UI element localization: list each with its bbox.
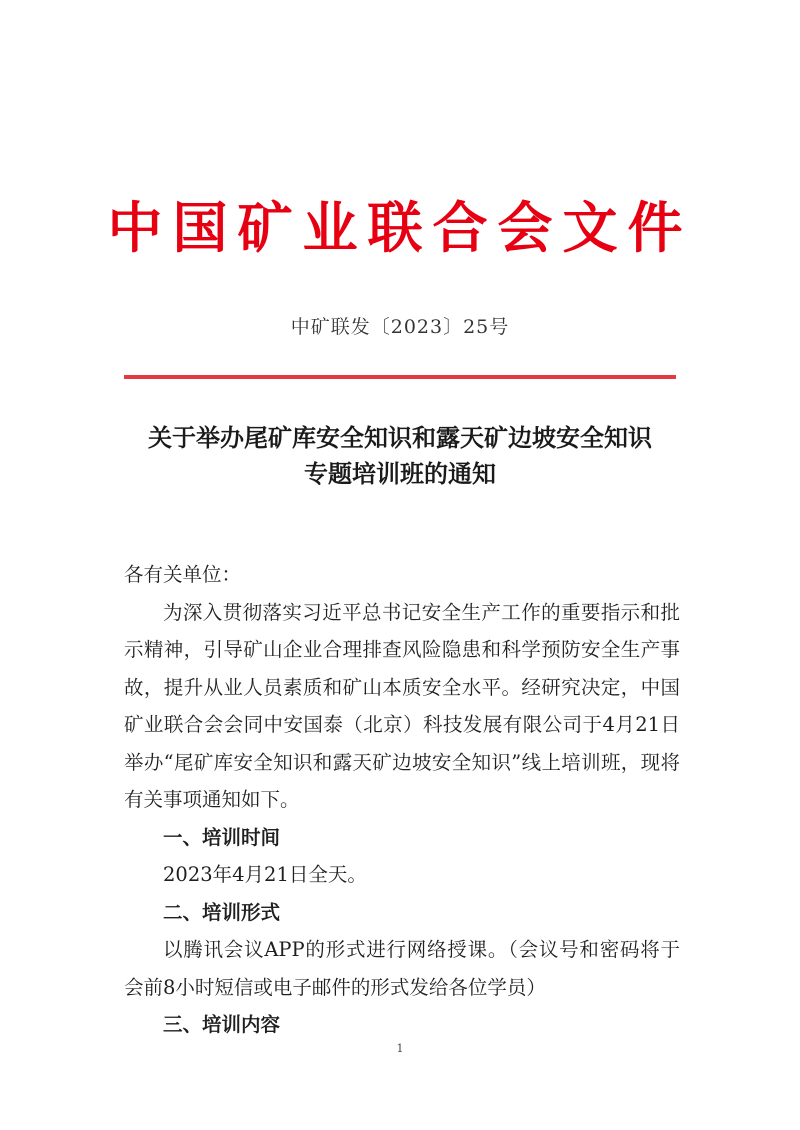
salutation: 各有关单位：: [124, 563, 242, 586]
document-number: 中矿联发〔2023〕25号: [290, 316, 510, 338]
section-heading-training-format: 二、培训形式: [163, 900, 281, 924]
red-separator-line: [124, 375, 676, 379]
section-content-training-time: 2023年4月21日全天。: [163, 863, 367, 886]
intro-paragraph: 为深入贯彻落实习近平总书记安全生产工作的重要指示和批示精神，引导矿山企业合理排查风险隐患和科学预防安全生产事故，提升从业人员素质和矿山本质安全水平。经研究决定，中国矿业联合会会同中安国泰（北京）科技发展有限公司于4月21日举办“尾矿库安全知识和露天矿边坡安全知识”线上培训班，现将有关事项通知如下。: [124, 600, 680, 811]
notice-title: [0, 420, 800, 492]
notice-title-line-2: 专题培训班的通知: [304, 459, 496, 488]
section-heading-training-content: 三、培训内容: [163, 1013, 281, 1036]
document-body: [124, 556, 680, 1044]
section-heading-training-time: 一、培训时间: [163, 825, 281, 849]
page-number: 1: [396, 1042, 404, 1055]
notice-title-line-1: 关于举办尾矿库安全知识和露天矿边坡安全知识: [148, 423, 652, 452]
section-content-training-format: 以腾讯会议APP的形式进行网络授课。（会议号和密码将于会前8小时短信或电子邮件的形式发给各位学员）: [124, 938, 680, 999]
organization-header-title: 中国矿业联合会文件: [107, 196, 693, 260]
